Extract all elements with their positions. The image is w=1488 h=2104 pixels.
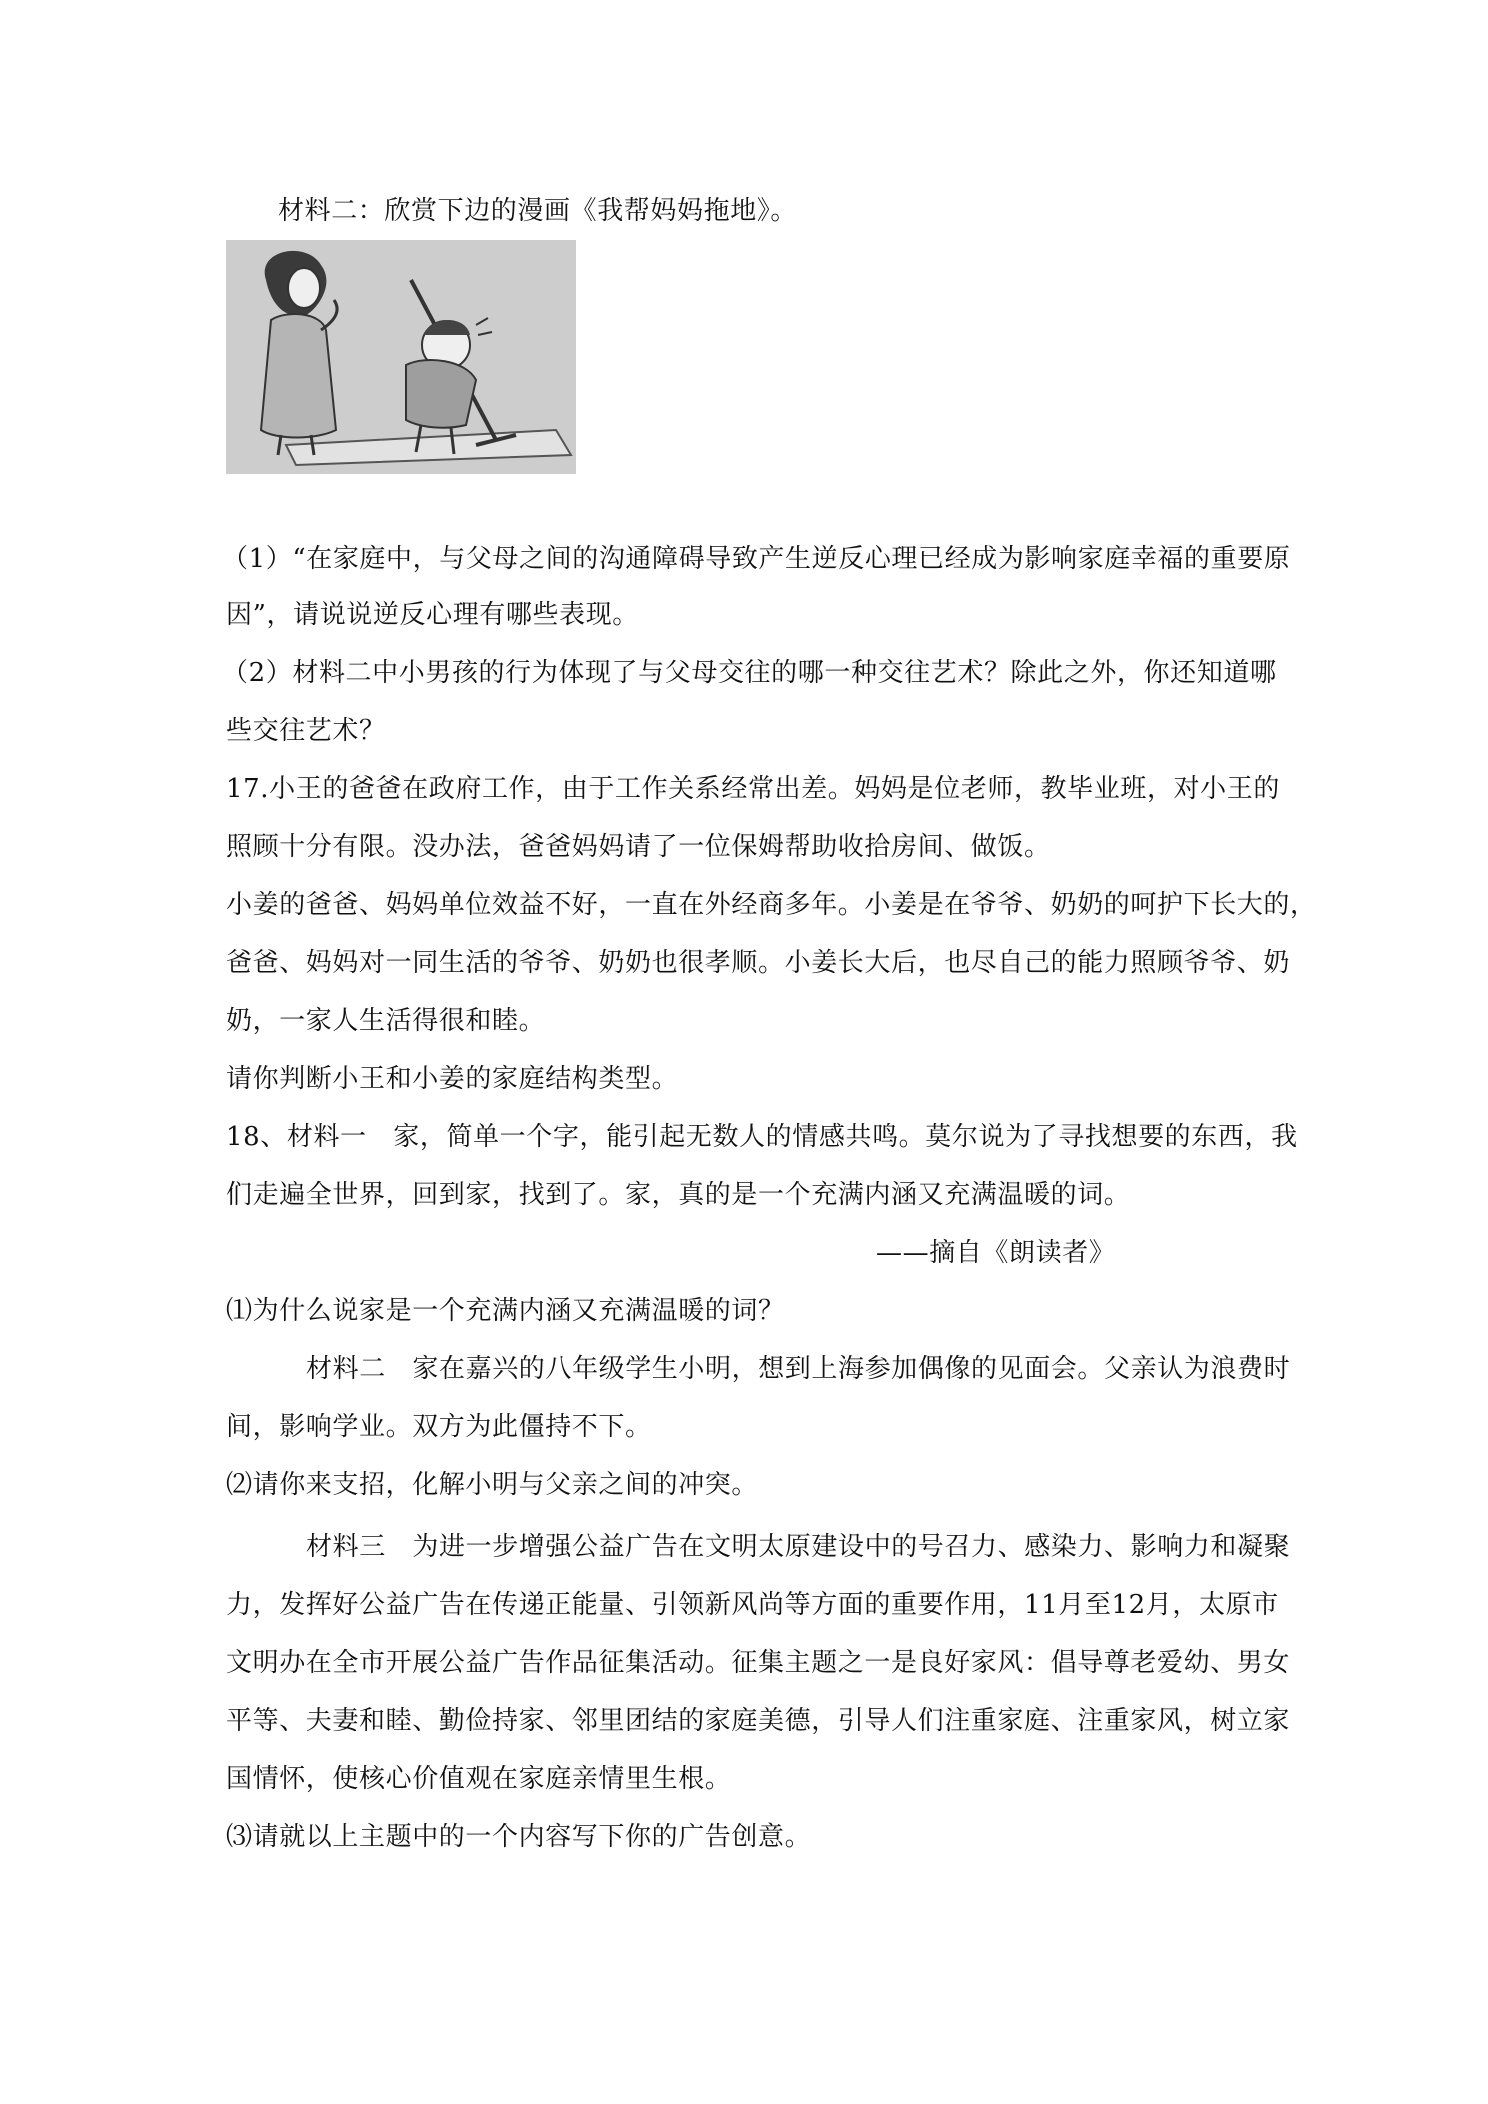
q17-line6: 请你判断小王和小姜的家庭结构类型。 — [226, 1064, 679, 1094]
cartoon-image — [226, 240, 576, 474]
q18-material2-line1: 材料二 家在嘉兴的八年级学生小明，想到上海参加偶像的见面会。父亲认为浪费时 — [306, 1354, 1291, 1384]
q18-material3-line1: 材料三 为进一步增强公益广告在文明太原建设中的号召力、感染力、影响力和凝聚 — [306, 1532, 1291, 1562]
q18-source: ——摘自《朗读者》 — [876, 1238, 1116, 1268]
q18-material3-line4: 平等、夫妻和睦、勤俭持家、邻里团结的家庭美德，引导人们注重家庭、注重家风，树立家 — [226, 1706, 1291, 1736]
q17-line1: 17.小王的爸爸在政府工作，由于工作关系经常出差。妈妈是位老师，教毕业班，对小王的 — [226, 774, 1280, 804]
q1-line1: （1）“在家庭中，与父母之间的沟通障碍导致产生逆反心理已经成为影响家庭幸福的重要原 — [222, 544, 1291, 574]
q17-line5: 奶，一家人生活得很和睦。 — [226, 1006, 546, 1036]
q18-line2: 们走遍全世界，回到家，找到了。家，真的是一个充满内涵又充满温暖的词。 — [226, 1180, 1131, 1210]
q18-sub2: ⑵请你来支招，化解小明与父亲之间的冲突。 — [226, 1470, 759, 1500]
q17-line4: 爸爸、妈妈对一同生活的爷爷、奶奶也很孝顺。小姜长大后，也尽自己的能力照顾爷爷、奶 — [226, 948, 1291, 978]
q1-line2: 因”，请说说逆反心理有哪些表现。 — [226, 600, 639, 630]
q18-sub3: ⑶请就以上主题中的一个内容写下你的广告创意。 — [226, 1822, 812, 1852]
material2-intro: 材料二：欣赏下边的漫画《我帮妈妈拖地》。 — [278, 196, 798, 226]
q2-line2: 些交往艺术？ — [226, 716, 386, 746]
q2-line1: （2）材料二中小男孩的行为体现了与父母交往的哪一种交往艺术？除此之外，你还知道哪 — [222, 658, 1277, 688]
q18-line1: 18、材料一 家，简单一个字，能引起无数人的情感共鸣。莫尔说为了寻找想要的东西，我 — [226, 1122, 1298, 1152]
q18-material3-line2: 力，发挥好公益广告在传递正能量、引领新风尚等方面的重要作用，11月至12月，太原市 — [226, 1590, 1279, 1620]
q18-material2-line2: 间，影响学业。双方为此僵持不下。 — [226, 1412, 652, 1442]
q18-material3-line5: 国情怀，使核心价值观在家庭亲情里生根。 — [226, 1764, 732, 1794]
q18-sub1: ⑴为什么说家是一个充满内涵又充满温暖的词？ — [226, 1296, 785, 1326]
q18-material3-line3: 文明办在全市开展公益广告作品征集活动。征集主题之一是良好家风：倡导尊老爱幼、男女 — [226, 1648, 1291, 1678]
q17-line2: 照顾十分有限。没办法，爸爸妈妈请了一位保姆帮助收拾房间、做饭。 — [226, 832, 1051, 862]
q17-line3: 小姜的爸爸、妈妈单位效益不好，一直在外经商多年。小姜是在爷爷、奶奶的呵护下长大的， — [226, 890, 1317, 920]
cartoon-mother-son-mopping-icon — [226, 240, 576, 474]
